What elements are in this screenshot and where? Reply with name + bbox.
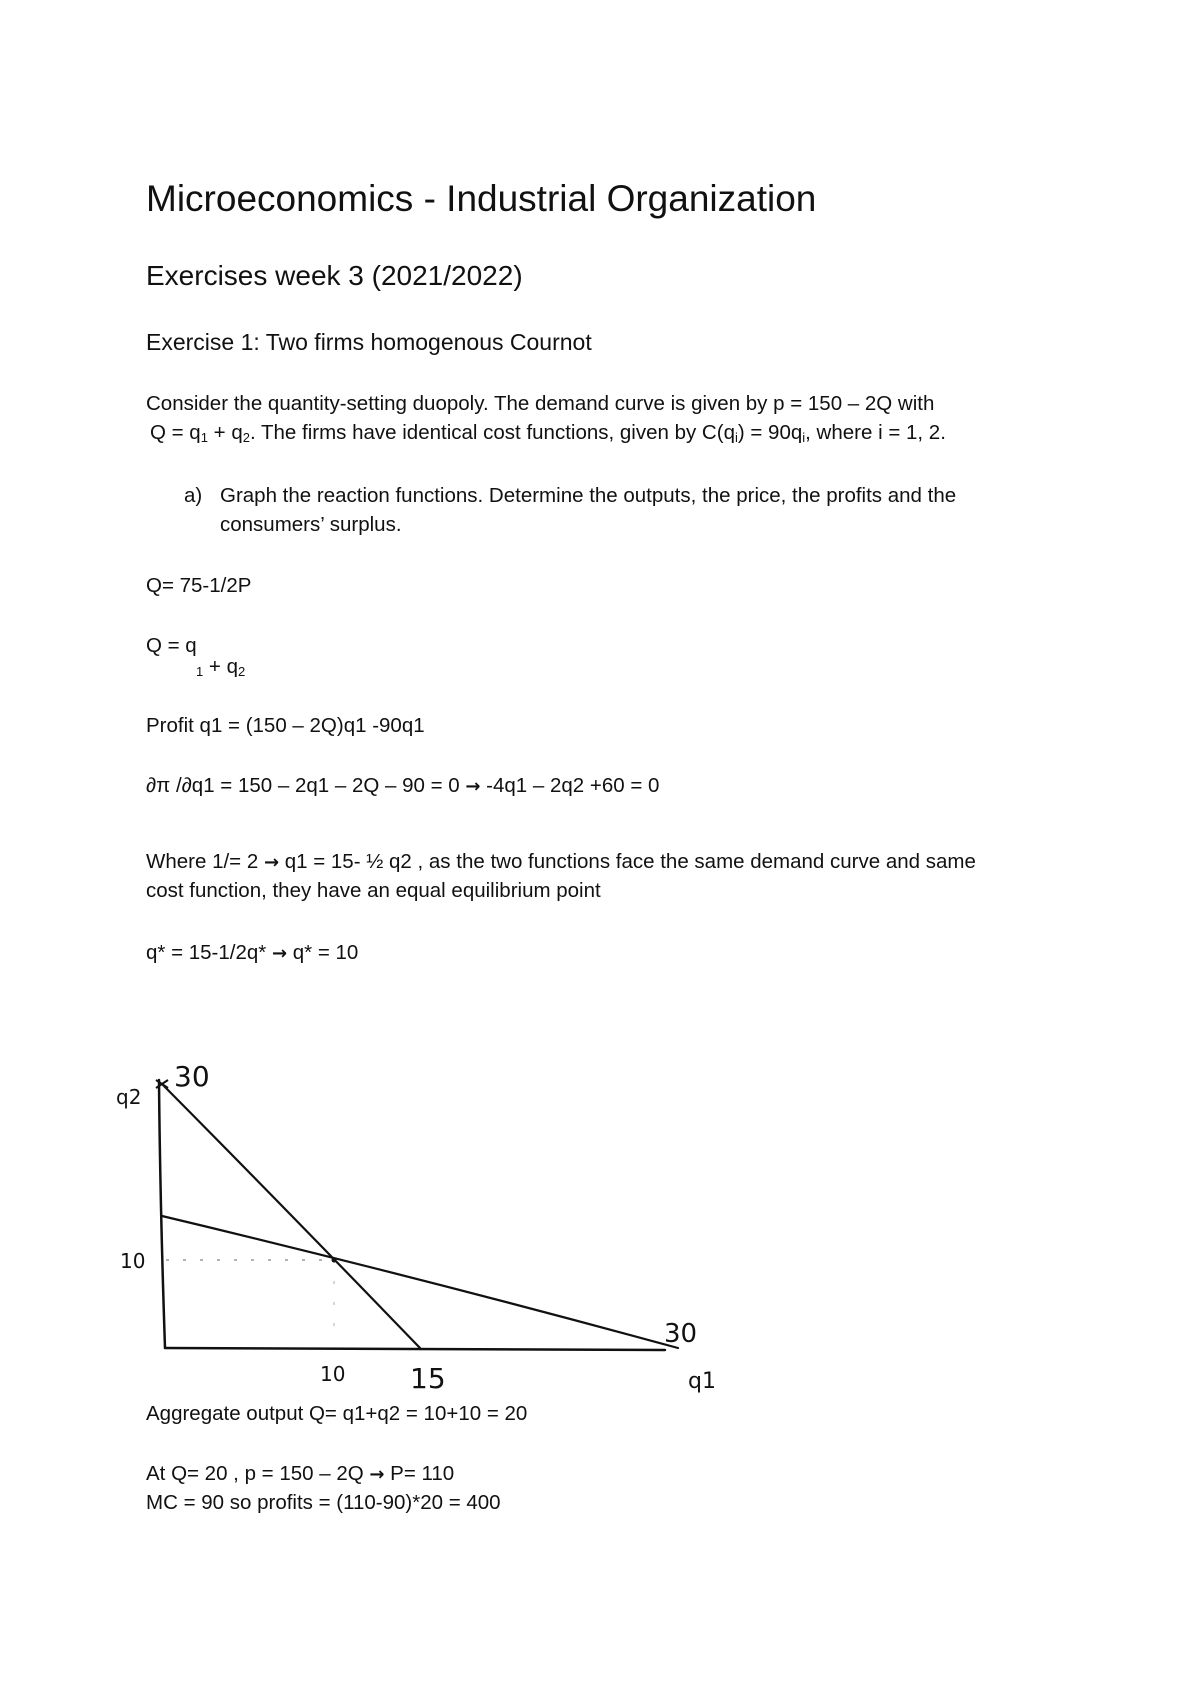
y-axis-title: q2 [116,1085,142,1109]
reaction-function-line [162,1084,420,1348]
question-a-line-2: consumers’ surplus. [220,513,402,536]
q-sum-text: Q = q [146,634,197,657]
x-axis-label-15: 15 [410,1362,446,1395]
intro-text: + q [207,421,243,444]
question-a-marker: a) [184,484,203,507]
equilibrium-equation [146,941,358,965]
reaction-function-line [162,1216,678,1348]
reaction-text: q1 = 15- ½ q2 , as the two functions face the same demand curve and same [279,850,976,873]
reaction-text: Where 1/= 2 [146,850,264,873]
subscript: i [734,430,738,445]
intro-line-1: Consider the quantity-setting duopoly. The demand curve is given by p = 150 – 2Q with [146,392,935,415]
x-axis [165,1348,665,1350]
equilibrium-text: q* = 10 [287,941,359,964]
aggregate-output: Aggregate output Q= q1+q2 = 10+10 = 20 [146,1402,528,1425]
y-axis-label-10: 10 [120,1249,146,1273]
q-sum [146,634,197,658]
demand-inverse: Q= 75-1/2P [146,574,252,597]
intro-text: ) = 90q [737,421,803,444]
intro-text: Q = q [150,421,201,444]
document-title: Microeconomics - Industrial Organization [146,178,817,219]
reaction-function-line-1 [146,850,976,874]
chart-axes [159,1080,665,1350]
y-axis [159,1080,165,1348]
price-equation [146,1462,454,1486]
foc-text: ∂π /∂q1 = 150 – 2q1 – 2Q – 90 = 0 [146,774,466,797]
subscript: 1 [196,664,204,679]
intro-line-2 [150,421,946,445]
price-text: P= 110 [384,1462,455,1485]
foc-text: -4q1 – 2q2 +60 = 0 [480,774,660,797]
price-text: At Q= 20 , p = 150 – 2Q [146,1462,370,1485]
x-axis-label-30: 30 [664,1319,698,1349]
subscript: 2 [238,664,246,679]
y-axis-label-30: 30 [174,1060,210,1093]
q-sum-text: + q [203,655,238,678]
right-arrow-icon: → [271,943,288,964]
subscript: 2 [242,430,250,445]
intro-text: , where i = 1, 2. [805,421,946,444]
profits-equation: MC = 90 so profits = (110-90)*20 = 400 [146,1491,501,1514]
intro-text: . The firms have identical cost functions, given by C(q [249,421,735,444]
question-a-line-1: Graph the reaction functions. Determine the outputs, the price, the profits and the [220,484,957,507]
reaction-functions-chart [110,1050,716,1400]
exercise-heading: Exercise 1: Two firms homogenous Cournot [146,329,592,355]
reaction-function-line-2: cost function, they have an equal equilibrium point [146,879,601,902]
right-arrow-icon: → [263,852,280,873]
right-arrow-icon: → [369,1464,385,1485]
equilibrium-text: q* = 15-1/2q* [146,941,272,964]
equilibrium-point [332,1258,337,1263]
profit-equation: Profit q1 = (150 – 2Q)q1 -90q1 [146,714,425,737]
subscript: 1 [200,430,208,445]
right-arrow-icon: → [465,776,481,797]
x-axis-label-10: 10 [320,1362,346,1386]
x-axis-title: q1 [688,1369,716,1394]
foc-equation [146,774,659,798]
subscript: i [802,430,806,445]
document-subtitle: Exercises week 3 (2021/2022) [146,260,523,291]
q-sum-continued [196,655,245,679]
